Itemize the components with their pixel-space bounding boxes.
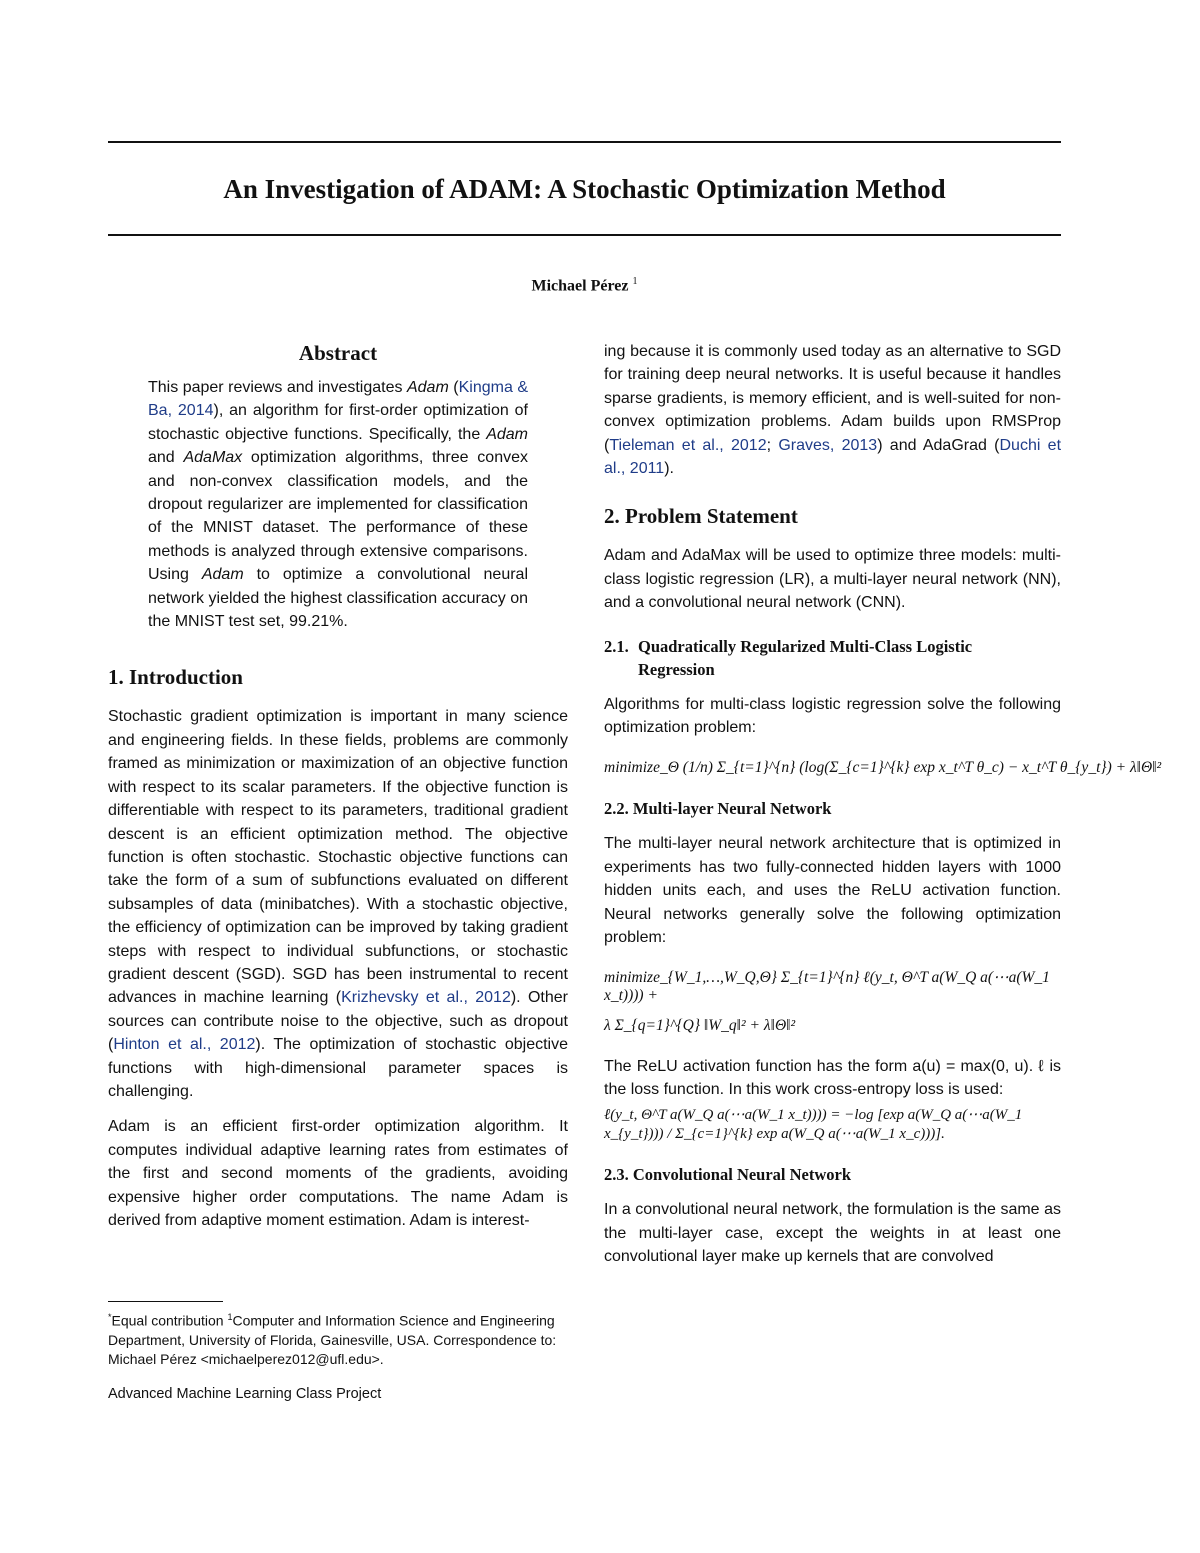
citation-tieleman[interactable]: Tieleman et al., 2012 bbox=[609, 436, 767, 454]
abstract-adam: Adam bbox=[201, 566, 244, 584]
abstract-text bbox=[148, 376, 528, 633]
citation-graves[interactable]: Graves, 2013 bbox=[778, 436, 878, 454]
equation-lr bbox=[604, 757, 1162, 777]
paper-title: An Investigation of ADAM: A Stochastic Optimization Method bbox=[223, 174, 946, 204]
intro-text: ). The optimization of stochastic objective functions with high-dimensional parameter spaces is challenging. bbox=[108, 1036, 568, 1100]
lr-paragraph: Algorithms for multi-class logistic regression solve the following optimization problem: bbox=[604, 695, 1061, 737]
subsection-heading-2-3: 2.3. Convolutional Neural Network bbox=[604, 1165, 852, 1185]
equation-lr-text: minimize_Θ (1/n) Σ_{t=1}^{n} (log(Σ_{c=1}^{k} exp x_t^T θ_c) − x_t^T θ_{y_t}) + λ‖Θ‖² bbox=[604, 759, 1162, 777]
abstract-part: ), an algorithm for first-order optimization of stochastic objective functions. Specifically, the bbox=[148, 402, 529, 443]
citation-duchi[interactable]: Duchi et al., 2011 bbox=[604, 436, 1062, 478]
abstract-adam: Adam bbox=[406, 379, 449, 396]
intro-text: ). Other sources can contribute noise to the objective, such as dropout ( bbox=[108, 989, 568, 1054]
subsection-number: 2.1. bbox=[604, 636, 629, 656]
footnote bbox=[108, 1308, 568, 1369]
equation-nn-line-2: λ Σ_{q=1}^{Q} ‖W_q‖² + λ‖Θ‖² bbox=[604, 1016, 796, 1034]
intro-paragraph-1 bbox=[108, 705, 568, 1103]
relu-paragraph bbox=[604, 1055, 1061, 1102]
intro-text: ) and AdaGrad ( bbox=[877, 436, 1000, 454]
equation-nn bbox=[604, 968, 1061, 1035]
intro-text: ing because it is commonly used today as an alternative to SGD for training deep neural networks. It is useful because it handles sparse gradients, is memory efficient, and is well-suited for non-convex optimization problems. Adam builds upon RMSProp ( bbox=[604, 343, 1061, 454]
subsection-heading-2-2: 2.2. Multi-layer Neural Network bbox=[604, 799, 832, 819]
problem-paragraph: Adam and AdaMax will be used to optimize three models: multi-class logistic regression (LR), a multi-layer neural network (NN), and a convolutional neural network (CNN). bbox=[604, 547, 1061, 612]
section-heading-introduction: 1. Introduction bbox=[108, 665, 243, 690]
author-affiliation-mark: 1 bbox=[632, 276, 638, 287]
left-column bbox=[108, 338, 568, 1244]
subsection-title: Quadratically Regularized Multi-Class Logistic bbox=[638, 636, 973, 656]
equation-ce-text: ℓ(y_t, Θ^T a(W_Q a(⋯a(W_1 x_t)))) = −log [exp a(W_Q a(⋯a(W_1 x_{y_t}))) / Σ_{c=1}^{k} exp a(W_Q a(⋯a(W_1 x_c)))]. bbox=[604, 1107, 1023, 1143]
relu-text: The ReLU activation function has the form a(u) = max(0, u). ℓ is the loss function. In this work cross-entropy loss is used: bbox=[604, 1057, 1061, 1098]
abstract-part: and bbox=[148, 449, 184, 467]
footnote-mark: 1 bbox=[227, 1312, 233, 1322]
subsection-title: Regression bbox=[638, 659, 715, 679]
title-top-rule bbox=[108, 141, 1061, 143]
intro-paragraph-2: Adam is an efficient first-order optimization algorithm. It computes individual adaptive learning rates from estimates of the first and second moments of the gradients, avoiding expensive higher order computations. The name Adam is derived from adaptive moment estimation. Adam is interest- bbox=[108, 1118, 568, 1229]
author-name: Michael Pérez bbox=[531, 277, 629, 295]
abstract-part: ( bbox=[448, 379, 459, 396]
footnote-text: Equal contribution bbox=[111, 1312, 228, 1329]
footnote-mark: * bbox=[108, 1312, 112, 1322]
intro-text: ). bbox=[664, 460, 674, 478]
title-bottom-rule bbox=[108, 234, 1061, 236]
citation-hinton[interactable]: Hinton et al., 2012 bbox=[113, 1036, 256, 1054]
footnote-rule bbox=[108, 1301, 223, 1302]
abstract-part: optimization algorithms, three convex and non-convex classification models, and the dropout regularizer are implemented for classification of the MNIST dataset. The performance of these methods is analyzed through extensive comparisons. Using bbox=[148, 449, 529, 584]
right-column bbox=[604, 340, 1162, 1281]
equation-cross-entropy bbox=[604, 1105, 1061, 1143]
citation-kingma[interactable]: Kingma & Ba, 2014 bbox=[148, 379, 528, 420]
author-line bbox=[108, 276, 1061, 295]
footnote-text: Computer and Information Science and Engineering Department, University of Florida, Gainesville, USA. Correspondence to: Michael Pérez <michaelperez012@ufl.edu>. bbox=[108, 1312, 557, 1367]
abstract-part: This paper reviews and investigates bbox=[148, 379, 407, 396]
intro-text: ; bbox=[766, 436, 779, 454]
intro-paragraph-3 bbox=[604, 340, 1061, 480]
section-heading-problem-statement: 2. Problem Statement bbox=[604, 504, 798, 529]
citation-krizhevsky[interactable]: Krizhevsky et al., 2012 bbox=[341, 989, 511, 1007]
abstract-adam: Adam bbox=[486, 425, 528, 443]
nn-paragraph: The multi-layer neural network architecture that is optimized in experiments has two fully-connected hidden layers with 1000 hidden units each, and uses the ReLU activation function. Neural networks generally solve the following optimization problem: bbox=[604, 835, 1061, 947]
venue-line: Advanced Machine Learning Class Project bbox=[108, 1386, 382, 1402]
abstract-heading: Abstract bbox=[298, 341, 378, 365]
abstract-part: to optimize a convolutional neural network yielded the highest classification accuracy on the MNIST test set, 99.21%. bbox=[148, 566, 528, 631]
equation-nn-line-1: minimize_{W_1,…,W_Q,Θ} Σ_{t=1}^{n} ℓ(y_t, Θ^T a(W_Q a(⋯a(W_1 x_t)))) + bbox=[604, 968, 1050, 1004]
subsection-heading-2-1 bbox=[604, 635, 1061, 681]
intro-text: Stochastic gradient optimization is important in many science and engineering fields. In these fields, problems are commonly framed as minimization or maximization of an objective function with respect to its scalar parameters. If the objective function is differentiable with respect to its parameters, traditional gradient descent is an efficient optimization method. The objective function is often stochastic. Stochastic objective functions can take the form of a sum of subfunctions evaluated on different subsamples of data (minibatches). With a stochastic objective, the efficiency of optimization can be improved by taking gradient steps with respect to individual subfunctions, or stochastic gradient descent (SGD). SGD has been instrumental to recent advances in machine learning ( bbox=[108, 708, 568, 1007]
abstract-adamax: AdaMax bbox=[183, 449, 243, 467]
cnn-paragraph: In a convolutional neural network, the formulation is the same as the multi-layer case, except the weights in at least one convolutional layer make up kernels that are convolved bbox=[604, 1201, 1061, 1266]
